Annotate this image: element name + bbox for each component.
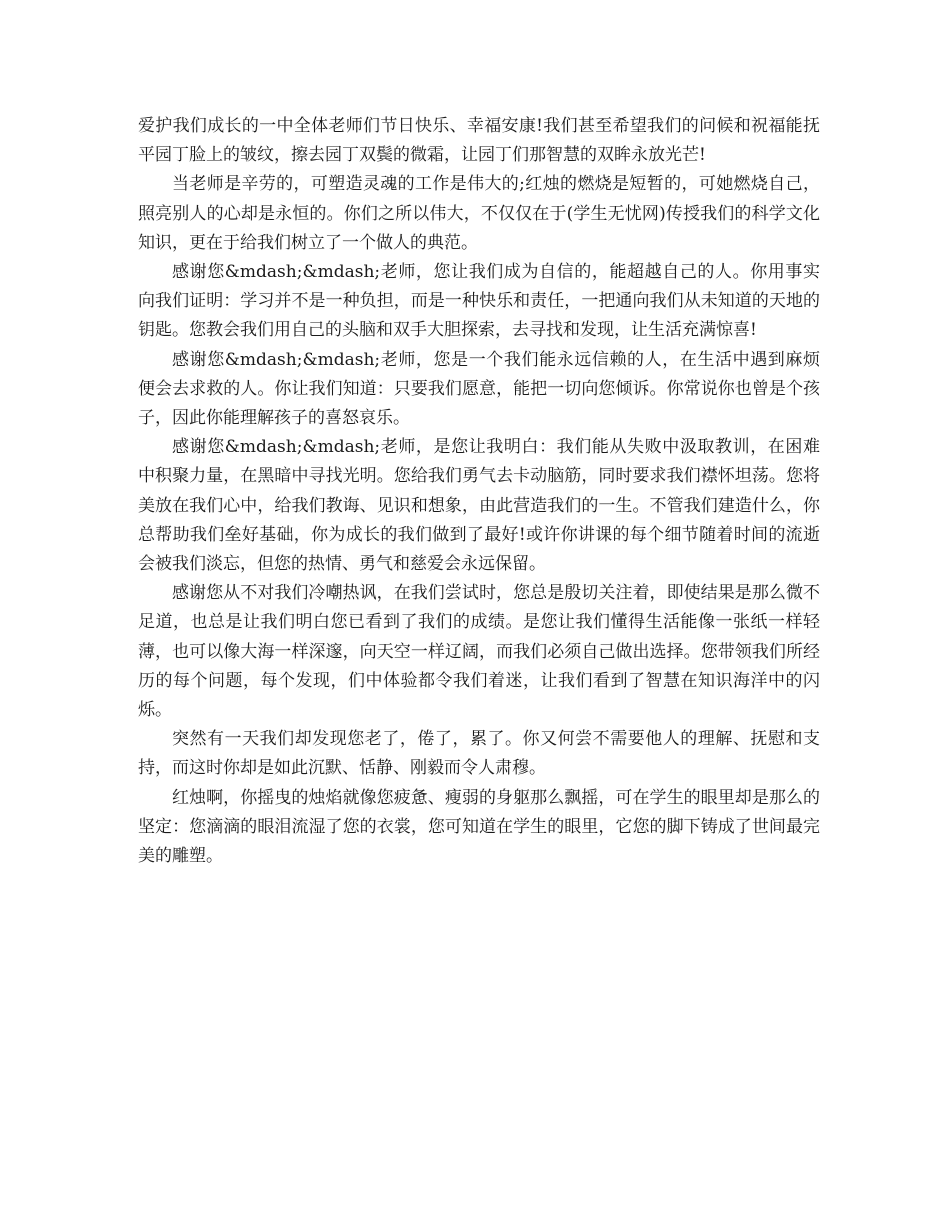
paragraph-6: 感谢您从不对我们冷嘲热讽，在我们尝试时，您总是殷切关注着，即使结果是那么微不足道，也总是让我们明白您已看到了我们的成绩。是您让我们懂得生活能像一张纸一样轻薄，也可以像大海一样深邃，向天空一样辽阔，而我们必须自己做出选择。您带领我们所经历的每个问题，每个发现，们中体验都令我们着迷，让我们看到了智慧在知识海洋中的闪烁。: [138, 583, 820, 721]
paragraph-1: 爱护我们成长的一中全体老师们节日快乐、幸福安康!我们甚至希望我们的问候和祝福能抚平园丁脸上的皱纹，擦去园丁双鬓的微霜，让园丁们那智慧的双眸永放光芒!: [138, 116, 820, 166]
paragraph-3: 感谢您&mdash;&mdash;老师，您让我们成为自信的，能超越自己的人。你用事实向我们证明：学习并不是一种负担，而是一种快乐和责任，一把通向我们从未知道的天地的钥匙。您教会我们用自己的头脑和双手大胆探索，去寻找和发现，让生活充满惊喜!: [138, 262, 820, 341]
document-page: [138, 112, 820, 871]
paragraph-2: 当老师是辛劳的，可塑造灵魂的工作是伟大的;红烛的燃烧是短暂的，可她燃烧自己，照亮别人的心却是永恒的。你们之所以伟大，不仅仅在于(学生无忧网)传授我们的科学文化知识，更在于给我们树立了一个做人的典范。: [138, 174, 820, 253]
paragraph-4: 感谢您&mdash;&mdash;老师，您是一个我们能永远信赖的人，在生活中遇到麻烦便会去求救的人。你让我们知道：只要我们愿意，能把一切向您倾诉。你常说你也曾是个孩子，因此你能理解孩子的喜怒哀乐。: [138, 349, 820, 429]
paragraph-8: 红烛啊，你摇曳的烛焰就像您疲惫、瘦弱的身躯那么飘摇，可在学生的眼里却是那么的坚定：您滴滴的眼泪流湿了您的衣裳，您可知道在学生的眼里，它您的脚下铸成了世间最完美的雕塑。: [138, 787, 820, 867]
paragraph-5: 感谢您&mdash;&mdash;老师，是您让我明白：我们能从失败中汲取教训，在困难中积聚力量，在黑暗中寻找光明。您给我们勇气去卡动脑筋，同时要求我们襟怀坦荡。您将美放在我们心中，给我们教诲、见识和想象，由此营造我们的一生。不管我们建造什么，你总帮助我们垒好基础，你为成长的我们做到了最好!或许你讲课的每个细节随着时间的流逝会被我们淡忘，但您的热情、勇气和慈爱会永远保留。: [138, 437, 820, 575]
paragraph-7: 突然有一天我们却发现您老了，倦了，累了。你又何尝不需要他人的理解、抚慰和支持，而这时你却是如此沉默、恬静、刚毅而令人肃穆。: [138, 729, 820, 779]
